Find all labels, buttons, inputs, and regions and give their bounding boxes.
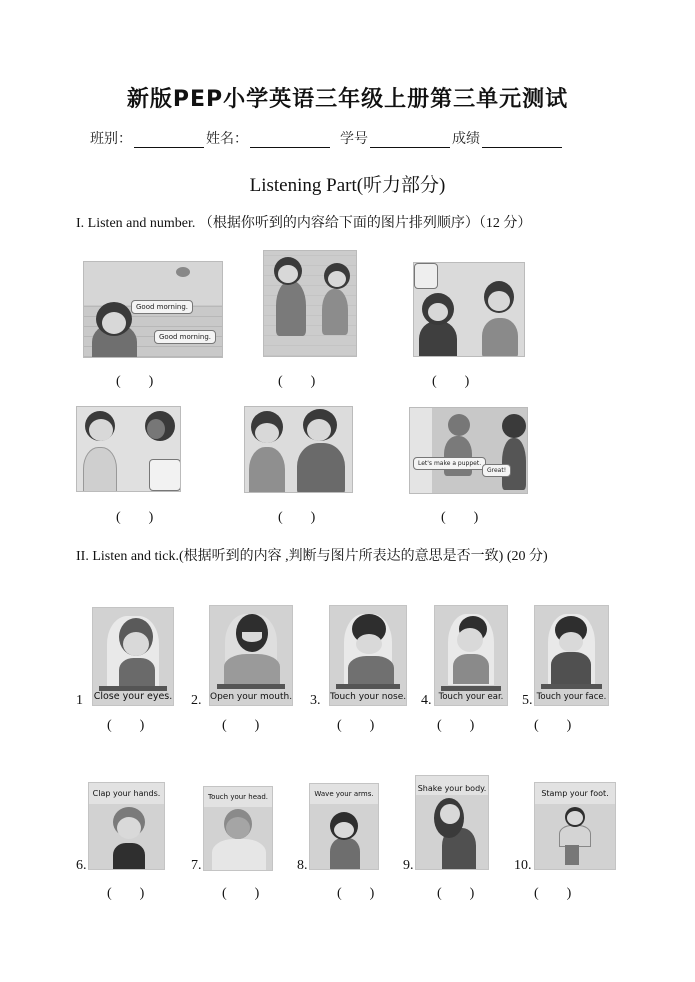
- score-label: 成绩: [452, 131, 480, 147]
- item-number: 4.: [421, 693, 432, 708]
- speech-bubble: Good morning.: [154, 330, 216, 344]
- section1-picture-5: [244, 406, 353, 493]
- item-caption: Wave your arms.: [314, 790, 374, 798]
- item-6-card: [88, 782, 165, 870]
- student-no-label: 学号: [340, 131, 368, 147]
- item-caption: Shake your body.: [417, 784, 487, 793]
- name-blank[interactable]: [250, 134, 330, 148]
- item-caption: Touch your face.: [536, 692, 607, 702]
- bird-icon: [176, 267, 190, 277]
- section-1-heading: I. Listen and number. （根据你听到的内容给下面的图片排列顺序）（12 分）: [76, 216, 532, 231]
- answer-blank[interactable]: ( ): [222, 886, 260, 901]
- section1-picture-4: [76, 406, 181, 492]
- answer-blank[interactable]: ( ): [441, 510, 479, 525]
- answer-blank[interactable]: ( ): [437, 886, 475, 901]
- answer-blank[interactable]: ( ): [278, 510, 316, 525]
- class-label: 班别：: [90, 131, 132, 147]
- item-caption: Touch your ear.: [438, 692, 504, 702]
- item-caption: Clap your hands.: [92, 789, 161, 798]
- speech-bubble: Good morning.: [131, 300, 193, 314]
- section1-picture-3: [413, 262, 525, 357]
- item-number: 2.: [191, 693, 202, 708]
- section-2-heading: II. Listen and tick.(根据听到的内容 ,判断与图片所表达的意思是否一致) (20 分): [76, 549, 548, 564]
- answer-blank[interactable]: ( ): [222, 718, 260, 733]
- answer-blank[interactable]: ( ): [116, 374, 154, 389]
- item-3-card: [329, 605, 407, 706]
- item-caption: Close your eyes.: [93, 691, 173, 702]
- answer-blank[interactable]: ( ): [116, 510, 154, 525]
- section1-picture-2: [263, 250, 357, 357]
- item-1-card: [92, 607, 174, 706]
- answer-blank[interactable]: ( ): [437, 718, 475, 733]
- item-number: 3.: [310, 693, 321, 708]
- item-number: 7.: [191, 858, 202, 873]
- item-9-card: [415, 775, 489, 870]
- answer-blank[interactable]: ( ): [432, 374, 470, 389]
- speech-bubble: Let's make a puppet.: [413, 457, 486, 470]
- item-number: 5.: [522, 693, 533, 708]
- item-caption: Stamp your foot.: [541, 789, 609, 798]
- student-info-line: [90, 128, 590, 148]
- item-number: 9.: [403, 858, 414, 873]
- item-5-card: [534, 605, 609, 706]
- answer-blank[interactable]: ( ): [107, 718, 145, 733]
- item-2-card: [209, 605, 293, 706]
- item-caption: Open your mouth.: [210, 692, 293, 702]
- name-label: 姓名：: [206, 131, 248, 147]
- answer-blank[interactable]: ( ): [337, 886, 375, 901]
- answer-blank[interactable]: ( ): [107, 886, 145, 901]
- section1-picture-1: [83, 261, 223, 358]
- class-blank[interactable]: [134, 134, 204, 148]
- section1-picture-6: [409, 407, 528, 494]
- item-7-card: [203, 786, 273, 871]
- answer-blank[interactable]: ( ): [337, 718, 375, 733]
- item-number: 6.: [76, 858, 87, 873]
- item-number: 8.: [297, 858, 308, 873]
- answer-blank[interactable]: ( ): [278, 374, 316, 389]
- item-number: 10.: [514, 858, 532, 873]
- speech-bubble: Great!: [482, 464, 511, 477]
- item-caption: Touch your head.: [208, 793, 268, 801]
- item-caption: Touch your nose.: [330, 692, 407, 702]
- item-4-card: [434, 605, 508, 706]
- item-number: 1: [76, 693, 83, 708]
- answer-blank[interactable]: ( ): [534, 718, 572, 733]
- score-blank[interactable]: [482, 134, 562, 148]
- item-8-card: [309, 783, 379, 870]
- item-10-card: [534, 782, 616, 870]
- part-title: Listening Part(听力部分): [249, 175, 446, 196]
- student-no-blank[interactable]: [370, 134, 450, 148]
- answer-blank[interactable]: ( ): [534, 886, 572, 901]
- page-title: 新版PEP小学英语三年级上册第三单元测试: [126, 87, 569, 112]
